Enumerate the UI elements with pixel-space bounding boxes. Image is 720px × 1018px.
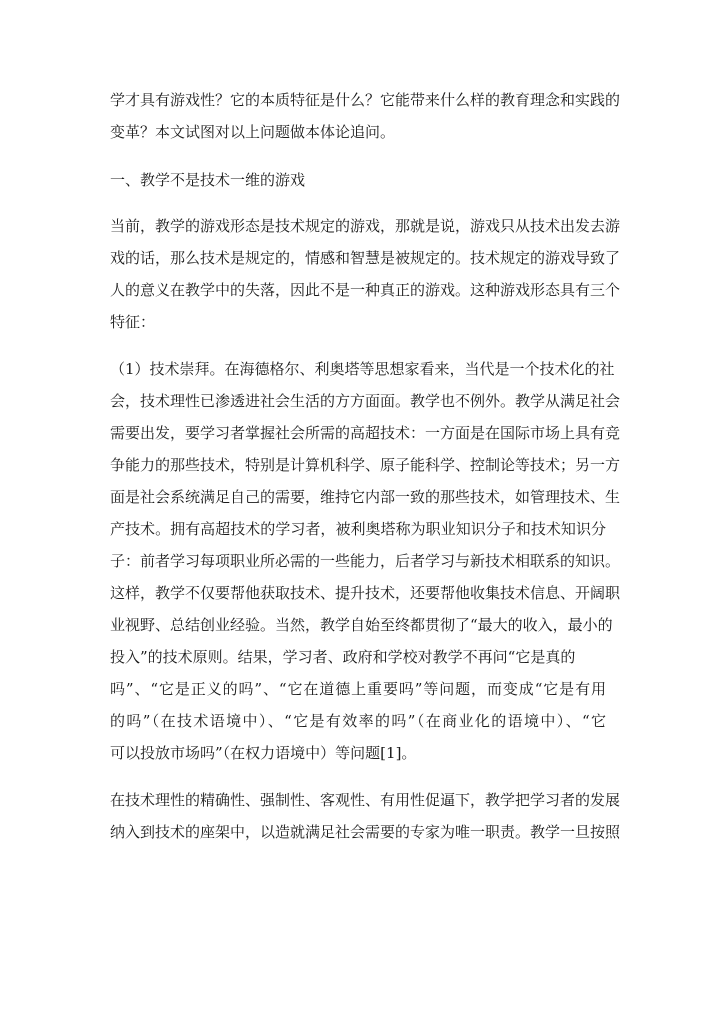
text-line: 面是社会系统满足自己的需要，维持它内部一致的那些技术，如管理技术、生 — [110, 488, 621, 506]
text-line: 产技术。拥有高超技术的学习者，被利奥塔称为职业知识分子和技术知识分 — [110, 520, 606, 538]
text-line: 变革？本文试图对以上问题做本体论追问。 — [110, 123, 396, 141]
text-line: 纳入到技术的座架中，以造就满足社会需要的专家为唯一职责。教学一旦按照 — [110, 823, 621, 841]
text-line: 当前，教学的游戏形态是技术规定的游戏，那就是说，游戏只从技术出发去游 — [110, 217, 621, 235]
text-line: 投入”的技术原则。结果，学习者、政府和学校对教学不再问“它是真的 — [110, 648, 576, 666]
text-line: （1）技术崇拜。在海德格尔、利奥塔等思想家看来，当代是一个技术化的社 — [110, 360, 615, 378]
section-heading: 一、教学不是技术一维的游戏 — [110, 171, 306, 189]
text-line: 需要出发，要学习者掌握社会所需的高超技术：一方面是在国际市场上具有竞 — [110, 424, 621, 442]
text-line: 可以投放市场吗”（在权力语境中）等问题[1]。 — [110, 744, 417, 762]
text-line: 争能力的那些技术，特别是计算机科学、原子能科学、控制论等技术；另一方 — [110, 456, 621, 474]
text-line: 人的意义在教学中的失落，因此不是一种真正的游戏。这种游戏形态具有三个 — [110, 281, 621, 299]
text-line: 学才具有游戏性？它的本质特征是什么？它能带来什么样的教育理念和实践的 — [110, 91, 621, 109]
text-line: 业视野、总结创业经验。当然，教学自始至终都贯彻了“最大的收入，最小的 — [110, 616, 613, 634]
text-line: 在技术理性的精确性、强制性、客观性、有用性促逼下，教学把学习者的发展 — [110, 791, 621, 809]
text-line: 特征： — [110, 313, 156, 331]
text-line: 戏的话，那么技术是规定的，情感和智慧是被规定的。技术规定的游戏导致了 — [110, 249, 621, 267]
text-line: 这样，教学不仅要帮他获取技术、提升技术，还要帮他收集技术信息、开阔职 — [110, 584, 621, 602]
text-line: 会，技术理性已渗透进社会生活的方方面面。教学也不例外。教学从满足社会 — [110, 392, 621, 410]
text-line: 的吗”（在技术语境中）、“它是有效率的吗”（在商业化的语境中）、“它 — [110, 712, 606, 730]
text-line: 吗”、“它是正义的吗”、“它在道德上重要吗”等问题，而变成“它是有用 — [110, 680, 606, 698]
text-line: 子：前者学习每项职业所必需的一些能力，后者学习与新技术相联系的知识。 — [110, 552, 621, 570]
